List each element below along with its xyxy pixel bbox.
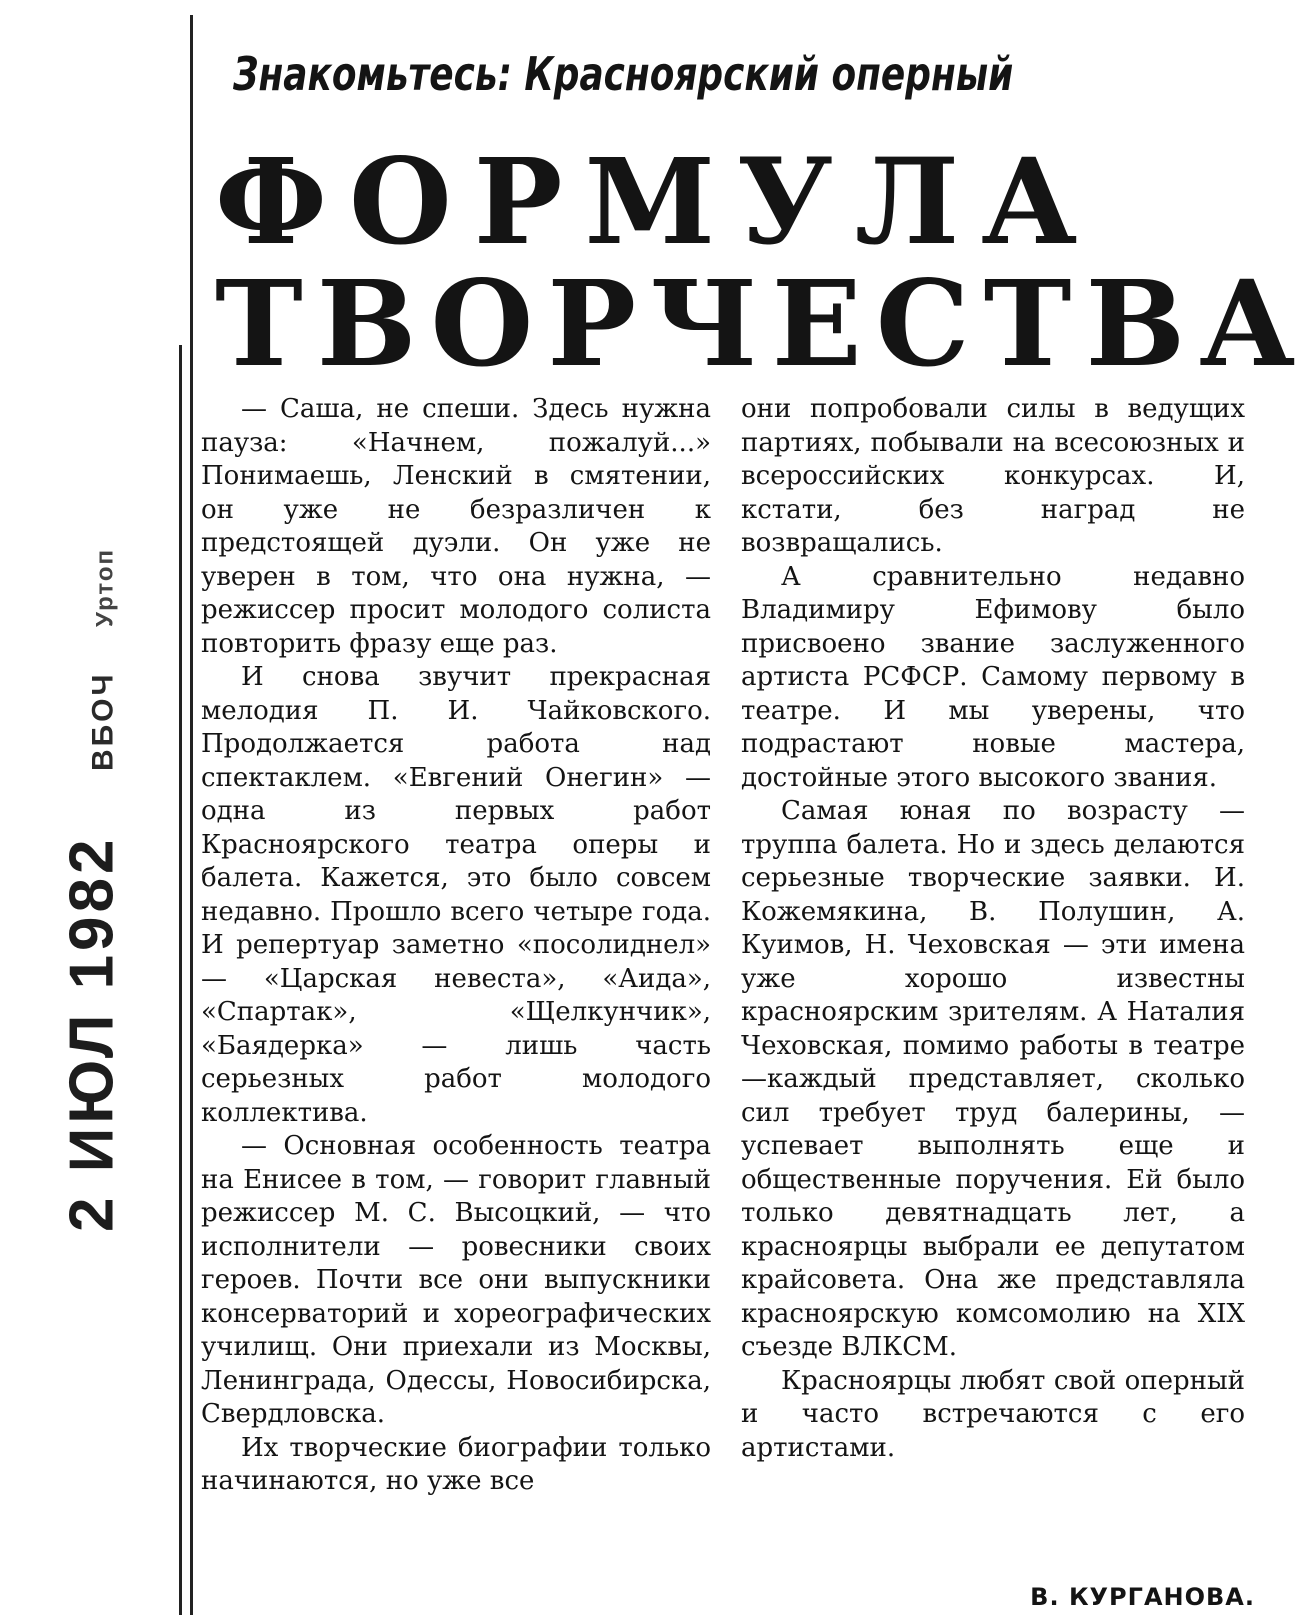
- article-column-2: [741, 393, 1245, 1465]
- article-title-line-2: ТВОРЧЕСТВА: [215, 254, 1310, 393]
- paragraph: Их творческие биографии только начинаются, но уже все: [201, 1432, 711, 1496]
- article-kicker: Знакомьтесь: Красноярский оперный: [233, 47, 1014, 101]
- newspaper-clipping: [190, 15, 1310, 1615]
- article-byline: В. КУРГАНОВА.: [1030, 1583, 1255, 1611]
- article-title-line-1: ФОРМУЛА: [215, 132, 1100, 271]
- stamp-date: 2 ИЮЛ 1982: [57, 835, 127, 1233]
- paragraph: Красноярцы любят свой оперный и часто встречаются с его артистами.: [741, 1365, 1245, 1463]
- paragraph: они попробовали силы в ведущих партиях, побывали на всесоюзных и всероссийских конкурсах. И, кстати, без наград не возвращались.: [741, 394, 1245, 558]
- stamp-city: Уртоп: [91, 547, 119, 627]
- paragraph: — Саша, не спеши. Здесь нужна пауза: «Начнем, пожалуй...» Понимаешь, Ленский в смятении, он уже не безразличен к предстоящей дуэли. Он уже не уверен в том, что она нужна, — режиссер просит молодого солиста повторить фразу еще раз.: [201, 394, 711, 659]
- stamp-text: [57, 548, 128, 1232]
- paragraph: А сравнительно недавно Владимиру Ефимову было присвоено звание заслуженного артиста РСФСР. Самому первому в театре. И мы уверены, что подрастают новые мастера, достойные этого высокого звания.: [741, 561, 1245, 793]
- archive-date-stamp: [12, 330, 172, 1450]
- stamp-source: ВБОЧ: [86, 671, 120, 772]
- article-column-1: [201, 393, 711, 1499]
- paragraph: И снова звучит прекрасная мелодия П. И. Чайковского. Продолжается работа над спектаклем. «Евгений Онегин» — одна из первых работ Красноярского театра оперы и балета. Кажется, это было совсем недавно. Прошло всего четыре года. И репертуар заметно «посолиднел» — «Царская невеста», «Аида», «Спартак», «Щелкунчик», «Баядерка» — лишь часть серьезных работ молодого коллектива.: [201, 662, 711, 1128]
- paragraph: Самая юная по возрасту — труппа балета. Но и здесь делаются серьезные творческие заявки. И. Кожемякина, В. Полушин, А. Куимов, Н. Чеховская — эти имена уже хорошо известны красноярским зрителям. А Наталия Чеховская, помимо работы в театре—каждый представляет, сколько сил требует труд балерины, — успевает выполнять еще и общественные поручения. Ей было только девятнадцать лет, а красноярцы выбрали ее депутатом крайсовета. Она же представляла красноярскую комсомолию на XIX съезде ВЛКСМ.: [741, 796, 1245, 1362]
- paragraph: — Основная особенность театра на Енисее в том, — говорит главный режиссер М. С. Высоцкий, — что исполнители — ровесники своих героев. Почти все они выпускники консерваторий и хореографических училищ. Они приехали из Москвы, Ленинграда, Одессы, Новосибирска, Свердловска.: [201, 1131, 711, 1429]
